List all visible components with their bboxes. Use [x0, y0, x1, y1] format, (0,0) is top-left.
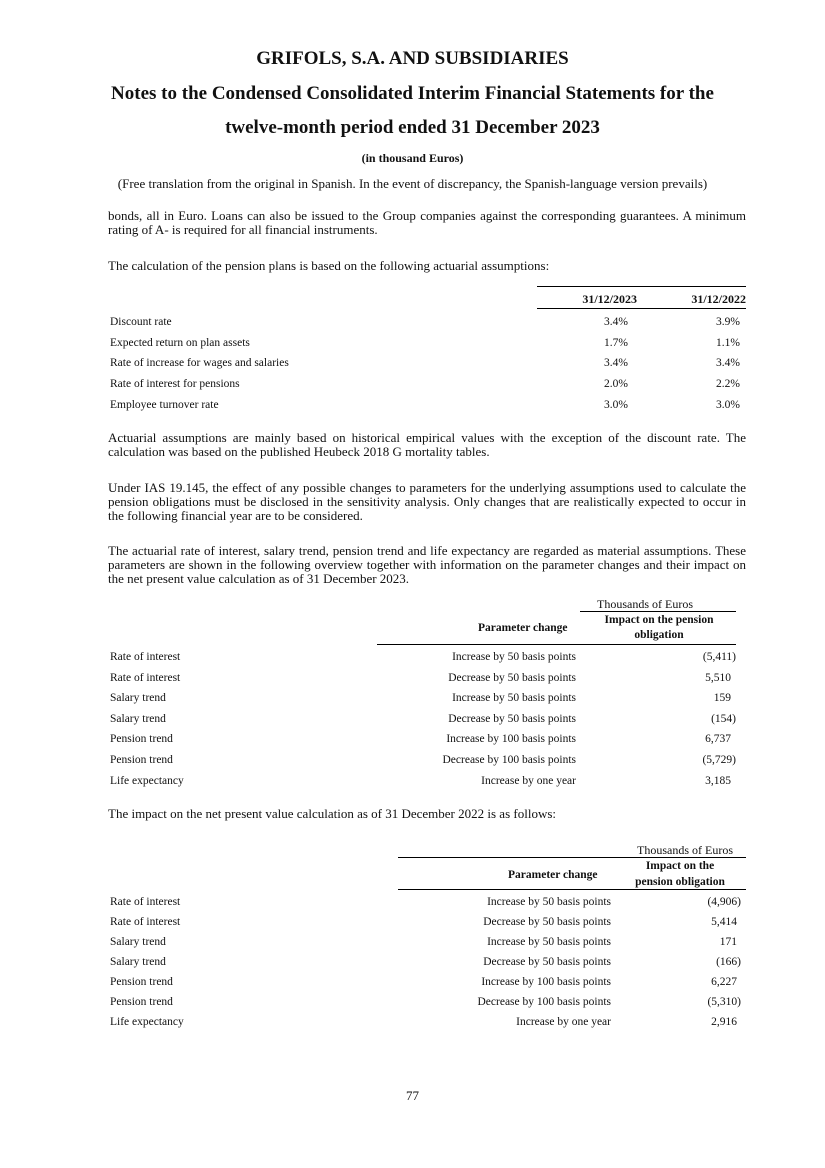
table-cell: Increase by 50 basis points — [487, 936, 611, 948]
column-header-impact-2: obligation — [634, 629, 684, 641]
column-header-impact-2: pension obligation — [635, 876, 725, 888]
table-cell: Decrease by 50 basis points — [448, 672, 576, 684]
column-header-impact-1: Impact on the pension — [604, 614, 714, 626]
table-cell: (154) — [711, 713, 736, 725]
table-cell: Decrease by 100 basis points — [477, 996, 611, 1008]
page-number: 77 — [406, 1088, 419, 1103]
table-cell: Increase by one year — [516, 1016, 611, 1028]
header-underline — [377, 644, 736, 645]
table-cell: Increase by 100 basis points — [446, 733, 576, 745]
paragraph-material-assumptions: The actuarial rate of interest, salary trend, pension trend and life expectancy are regarded as material assumptions. These parameters are shown in the following overview together with information on the parameter changes and their impact on the net present value calculation as of 31 December 2023. — [108, 543, 746, 586]
column-header-2023: 31/12/2023 — [582, 292, 637, 306]
table-cell: 1.7% — [604, 337, 628, 349]
table-row-label: Salary trend — [110, 936, 166, 948]
table-caption: Thousands of Euros — [637, 843, 733, 857]
units-note: (in thousand Euros) — [361, 151, 464, 165]
paragraph-ias19: Under IAS 19.145, the effect of any possible changes to parameters for the underlying assumptions used to calculate the pension obligations must be disclosed in the sensitivity analysis. Only changes that are realistically expected to occur in the following financial year are to be considered. — [108, 480, 746, 523]
table-row-label: Rate of interest — [110, 672, 181, 684]
table-cell: 171 — [719, 936, 737, 948]
table-row-label: Life expectancy — [110, 1016, 184, 1028]
table-cell: (5,411) — [702, 651, 736, 663]
page-title-line-2: twelve-month period ended 31 December 2023 — [225, 117, 600, 138]
table-cell: 3.0% — [716, 399, 740, 411]
table-row-label: Salary trend — [110, 956, 166, 968]
table-row-label: Rate of interest for pensions — [110, 378, 240, 390]
column-header-parameter: Parameter change — [508, 869, 598, 881]
table-cell: (166) — [716, 956, 741, 968]
table-cell: 3,185 — [705, 775, 731, 787]
table-row-label: Rate of interest — [110, 916, 181, 928]
table-cell: 6,737 — [705, 733, 731, 745]
table-row-label: Employee turnover rate — [110, 399, 219, 411]
table-cell: Increase by 50 basis points — [487, 896, 611, 908]
caption-rule — [398, 857, 746, 858]
table-cell: 3.4% — [604, 316, 628, 328]
translation-note: (Free translation from the original in Spanish. In the event of discrepancy, the Spanish-language version prevails) — [117, 176, 708, 191]
table-row-label: Salary trend — [110, 713, 166, 725]
table-row-label: Expected return on plan assets — [110, 337, 250, 349]
table-cell: 5,414 — [711, 916, 737, 928]
table-row-label: Salary trend — [110, 692, 166, 704]
table-cell: 3.0% — [604, 399, 628, 411]
table-row-label: Pension trend — [110, 754, 173, 766]
page-title-line-1: Notes to the Condensed Consolidated Interim Financial Statements for the — [111, 83, 714, 104]
table-row-label: Rate of increase for wages and salaries — [110, 357, 289, 369]
paragraph-2022-intro: The impact on the net present value calculation as of 31 December 2022 is as follows: — [108, 806, 556, 821]
paragraph-assumptions-intro: The calculation of the pension plans is based on the following actuarial assumptions: — [108, 258, 550, 273]
table-cell: Increase by 50 basis points — [452, 651, 576, 663]
table-cell: 6,227 — [711, 976, 737, 988]
table-cell: Decrease by 100 basis points — [442, 754, 576, 766]
table-cell: Increase by 50 basis points — [452, 692, 576, 704]
table-top-rule — [537, 286, 746, 287]
header-underline — [537, 308, 746, 309]
column-header-impact-1: Impact on the — [645, 860, 715, 872]
header-underline — [398, 889, 746, 890]
paragraph-bonds: bonds, all in Euro. Loans can also be issued to the Group companies against the corresponding guarantees. A minimum rating of A- is required for all financial instruments. — [108, 208, 746, 237]
table-row-label: Discount rate — [110, 316, 172, 328]
table-row-label: Life expectancy — [110, 775, 184, 787]
table-row-label: Pension trend — [110, 976, 173, 988]
table-cell: 5,510 — [705, 672, 731, 684]
table-caption: Thousands of Euros — [597, 597, 693, 611]
column-header-parameter: Parameter change — [478, 622, 568, 634]
paragraph-heubeck: Actuarial assumptions are mainly based on historical empirical values with the exception of the discount rate. The calculation was based on the published Heubeck 2018 G mortality tables. — [108, 430, 746, 459]
table-cell: (5,729) — [702, 754, 736, 766]
table-cell: 3.9% — [716, 316, 740, 328]
table-cell: 2.2% — [716, 378, 740, 390]
table-row-label: Pension trend — [110, 733, 173, 745]
table-cell: 2,916 — [711, 1016, 737, 1028]
table-cell: 3.4% — [716, 357, 740, 369]
table-cell: 1.1% — [716, 337, 740, 349]
table-cell: Decrease by 50 basis points — [448, 713, 576, 725]
table-cell: 3.4% — [604, 357, 628, 369]
table-cell: Decrease by 50 basis points — [483, 916, 611, 928]
company-name: GRIFOLS, S.A. AND SUBSIDIARIES — [256, 48, 569, 69]
table-cell: (4,906) — [707, 896, 741, 908]
table-cell: Increase by 100 basis points — [481, 976, 611, 988]
table-cell: 159 — [713, 692, 731, 704]
column-header-2022: 31/12/2022 — [691, 292, 746, 306]
table-cell: Increase by one year — [481, 775, 576, 787]
caption-rule — [580, 611, 736, 612]
table-cell: (5,310) — [707, 996, 741, 1008]
table-row-label: Pension trend — [110, 996, 173, 1008]
table-row-label: Rate of interest — [110, 896, 181, 908]
table-row-label: Rate of interest — [110, 651, 181, 663]
table-cell: 2.0% — [604, 378, 628, 390]
table-cell: Decrease by 50 basis points — [483, 956, 611, 968]
